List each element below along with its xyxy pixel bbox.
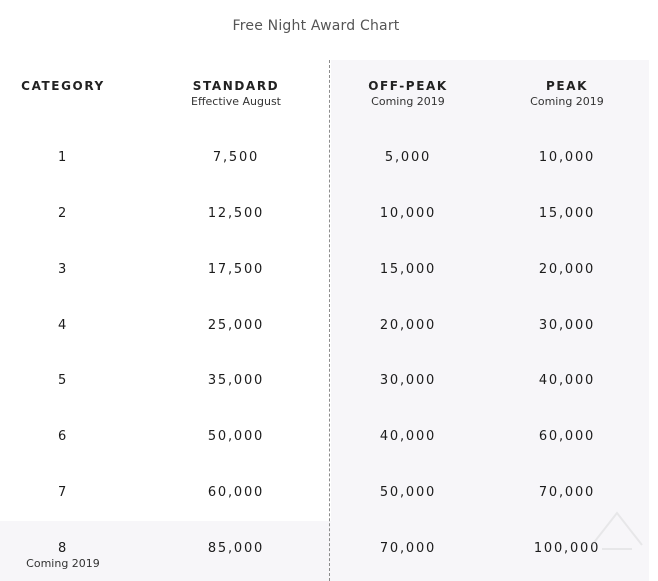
off-peak-cell: 15,000 — [379, 262, 437, 277]
peak-cell: 60,000 — [538, 429, 596, 444]
chart-title: Free Night Award Chart — [232, 18, 400, 34]
header-category-label: CATEGORY — [21, 79, 105, 93]
peak-cell: 70,000 — [538, 485, 596, 500]
header-peak-label: PEAK — [546, 79, 588, 93]
standard-cell: 60,000 — [207, 485, 265, 500]
standard-cell: 17,500 — [207, 262, 265, 277]
header-off-peak-label: OFF-PEAK — [368, 79, 448, 93]
header-standard-sub: Effective August — [191, 95, 281, 108]
peak-cell: 10,000 — [538, 150, 596, 165]
peak-cell: 40,000 — [538, 373, 596, 388]
off-peak-cell: 30,000 — [379, 373, 437, 388]
header-off-peak-sub: Coming 2019 — [371, 95, 445, 108]
peak-cell: 20,000 — [538, 262, 596, 277]
standard-cell: 50,000 — [207, 429, 265, 444]
category-cell: 7 — [57, 485, 69, 500]
off-peak-cell: 40,000 — [379, 429, 437, 444]
header-peak — [517, 79, 617, 110]
peak-cell: 30,000 — [538, 318, 596, 333]
category-cell: 6 — [57, 429, 69, 444]
off-peak-cell: 50,000 — [379, 485, 437, 500]
category-8-note: Coming 2019 — [26, 557, 100, 570]
table-row — [0, 260, 658, 280]
header-peak-sub: Coming 2019 — [530, 95, 604, 108]
standard-cell: 35,000 — [207, 373, 265, 388]
table-row — [0, 371, 658, 391]
table-row — [0, 316, 658, 336]
off-peak-cell: 10,000 — [379, 206, 437, 221]
off-peak-cell: 5,000 — [384, 150, 432, 165]
category-cell: 5 — [57, 373, 69, 388]
table-row — [0, 483, 658, 503]
watermark-logo — [582, 505, 652, 561]
standard-cell: 7,500 — [212, 150, 260, 165]
standard-cell: 12,500 — [207, 206, 265, 221]
category-cell: 2 — [57, 206, 69, 221]
table-row — [0, 427, 658, 447]
category-cell: 3 — [57, 262, 69, 277]
off-peak-cell: 20,000 — [379, 318, 437, 333]
header-standard-label: STANDARD — [192, 79, 280, 93]
category-cell: 1 — [57, 150, 69, 165]
off-peak-cell: 70,000 — [379, 541, 437, 556]
category-cell: 4 — [57, 318, 69, 333]
table-row — [0, 204, 658, 224]
header-off-peak — [358, 79, 458, 110]
category-cell: 8 — [57, 541, 69, 556]
table-row — [0, 148, 658, 168]
peak-cell: 15,000 — [538, 206, 596, 221]
peak-cell: 100,000 — [533, 541, 601, 556]
header-standard — [186, 79, 286, 110]
header-category — [13, 79, 113, 93]
standard-cell: 25,000 — [207, 318, 265, 333]
standard-cell: 85,000 — [207, 541, 265, 556]
